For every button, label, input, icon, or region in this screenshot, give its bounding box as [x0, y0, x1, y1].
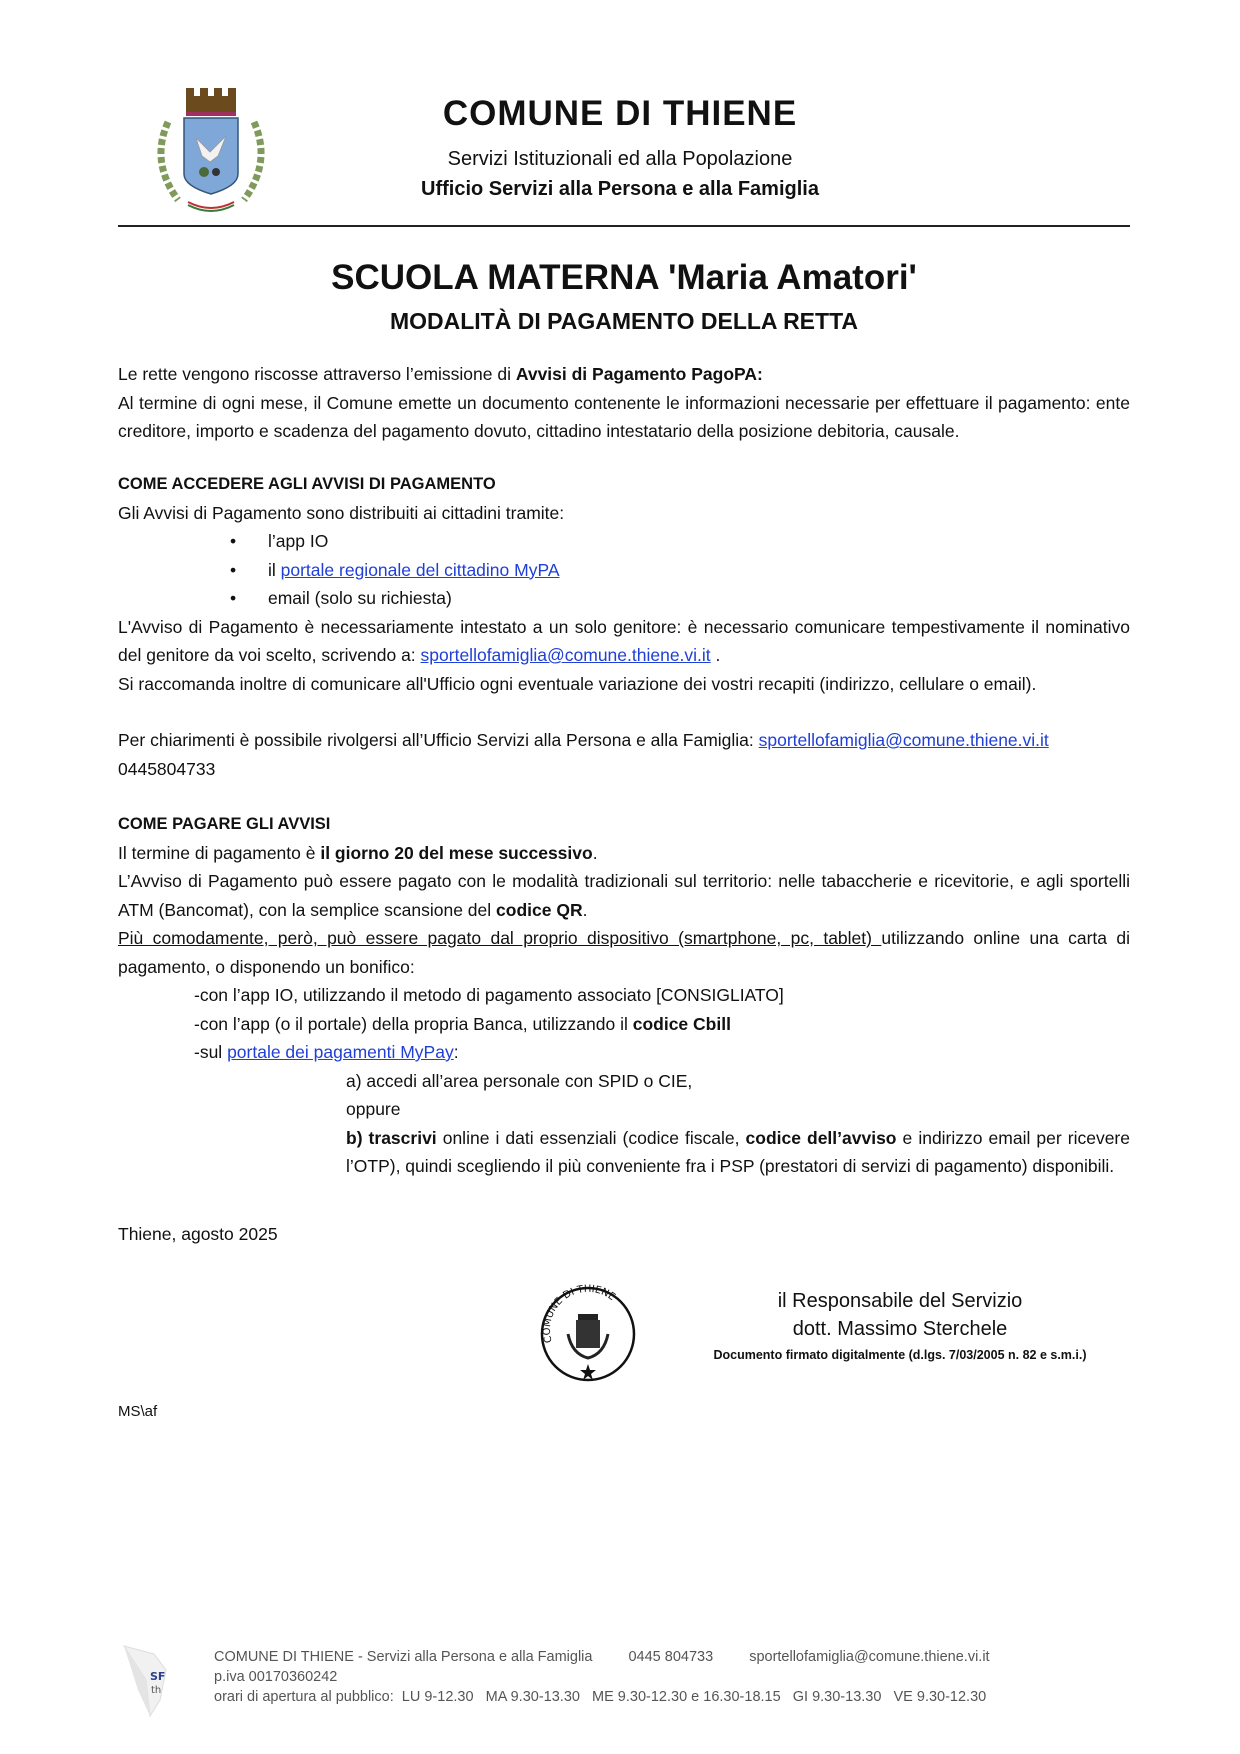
author-initials: MS\af	[118, 1403, 158, 1420]
header-divider	[118, 225, 1130, 227]
bullet-icon: •	[230, 531, 237, 551]
digital-signature-note: Documento firmato digitalmente (d.lgs. 7/03/2005 n. 82 e s.m.i.)	[713, 1348, 1087, 1362]
contact-email-link[interactable]: sportellofamiglia@comune.thiene.vi.it	[758, 730, 1049, 750]
official-stamp-icon	[538, 1284, 638, 1384]
place-date: Thiene, agosto 2025	[118, 1224, 278, 1244]
signatory-name: dott. Massimo Sterchele	[792, 1318, 1008, 1340]
mypa-portal-link[interactable]: portale regionale del cittadino MyPA	[280, 559, 560, 580]
email-link[interactable]: sportellofamiglia@comune.thiene.vi.it	[420, 645, 711, 665]
payment-section	[118, 810, 1130, 1181]
logo-sf: SF	[150, 1670, 166, 1683]
online-payment: Più comodamente, però, può essere pagato dal proprio dispositivo (smartphone, pc, tablet) utilizzando online una carta di pagamento, o disponendo un bonifico:	[118, 928, 1130, 977]
mypay-portal-link[interactable]: portale dei pagamenti MyPay	[227, 1042, 454, 1062]
list-item: • il portale regionale del cittadino MyPA	[118, 556, 1130, 585]
spacer	[118, 698, 1130, 726]
contact-phone: 0445804733	[118, 758, 216, 779]
footer-org: COMUNE DI THIENE - Servizi alla Persona e alla Famiglia	[214, 1649, 593, 1665]
mypay-step-b: b) trascrivi online i dati essenziali (codice fiscale, codice dell’avviso e indirizzo email per ricevere l’OTP), quindi scegliendo il più conveniente fra i PSP (prestatori di servizi di pagamento) disponibili.	[346, 1127, 1130, 1176]
list-item: • email (solo su richiesta)	[118, 584, 1130, 613]
coat-of-arms-icon	[148, 82, 274, 214]
access-section	[118, 470, 1130, 783]
department-name: Servizi Istituzionali ed alla Popolazione	[447, 148, 793, 170]
option-app-io: -con l’app IO, utilizzando il metodo di pagamento associato [CONSIGLIATO]	[194, 985, 784, 1005]
intro-description: Al termine di ogni mese, il Comune emette un documento contenente le informazioni necessarie per effettuare il pagamento: ente creditore, importo e scadenza del pagamento dovuto, cittadino intestatario della posizione debitoria, causale.	[118, 392, 1130, 441]
option-bank: -con l’app (o il portale) della propria Banca, utilizzando il codice Cbill	[194, 1013, 731, 1034]
document-title: SCUOLA MATERNA 'Maria Amatori'	[331, 258, 917, 297]
bullet-icon: •	[230, 559, 237, 580]
logo-th: th	[151, 1685, 162, 1696]
access-lead: Gli Avvisi di Pagamento sono distribuiti ai cittadini tramite:	[118, 502, 565, 523]
footer-phone: 0445 804733	[628, 1649, 714, 1665]
mypay-or: oppure	[346, 1099, 401, 1119]
list-item: • l’app IO	[118, 527, 1130, 556]
signatory-role: il Responsabile del Servizio	[777, 1290, 1023, 1312]
footer-contact-line	[214, 1647, 990, 1667]
stamp-text: COMUNE DI THIENE	[541, 1284, 618, 1344]
footer-vat: p.iva 00170360242	[214, 1669, 338, 1685]
mypay-step-a: a) accedi all’area personale con SPID o CIE,	[346, 1070, 693, 1091]
contact-update-note: Si raccomanda inoltre di comunicare all'Ufficio ogni eventuale variazione dei vostri recapiti (indirizzo, cellulare o email).	[118, 673, 1037, 694]
footer-hours: orari di apertura al pubblico: LU 9-12.30 MA 9.30-13.30 ME 9.30-12.30 e 16.30-18.15 GI 9.30-13.30 VE 9.30-12.30	[214, 1689, 987, 1705]
document-subtitle: MODALITÀ DI PAGAMENTO DELLA RETTA	[389, 308, 859, 334]
contact-info: Per chiarimenti è possibile rivolgersi all’Ufficio Servizi alla Persona e alla Famiglia: sportellofamiglia@comune.thiene.vi.it	[118, 730, 1049, 750]
option-mypay: -sul portale dei pagamenti MyPay:	[194, 1042, 459, 1062]
traditional-payment: L’Avviso di Pagamento può essere pagato con le modalità tradizionali sul territorio: nelle tabaccherie e ricevitorie, e agli sportelli ATM (Bancomat), con la semplice scansione del codice QR.	[118, 871, 1130, 920]
bullet-icon: •	[230, 588, 237, 608]
single-parent-note: L'Avviso di Pagamento è necessariamente intestato a un solo genitore: è necessario comunicare tempestivamente il nominativo del genitore da voi scelto, scrivendo a: sportellofamiglia@comune.thiene.vi.it .	[118, 616, 1130, 665]
page-footer	[214, 1647, 990, 1707]
footer-email: sportellofamiglia@comune.thiene.vi.it	[749, 1649, 990, 1665]
office-name: Ufficio Servizi alla Persona e alla Famiglia	[421, 178, 819, 200]
access-heading: COME ACCEDERE AGLI AVVISI DI PAGAMENTO	[118, 475, 496, 493]
payment-heading: COME PAGARE GLI AVVISI	[118, 815, 331, 833]
municipality-name: COMUNE DI THIENE	[442, 94, 798, 133]
sf-logo-icon	[120, 1640, 180, 1718]
payment-deadline: Il termine di pagamento è il giorno 20 del mese successivo.	[118, 842, 598, 863]
intro-section	[118, 360, 1130, 446]
intro-line: Le rette vengono riscosse attraverso l’emissione di Avvisi di Pagamento PagoPA:	[118, 364, 763, 384]
